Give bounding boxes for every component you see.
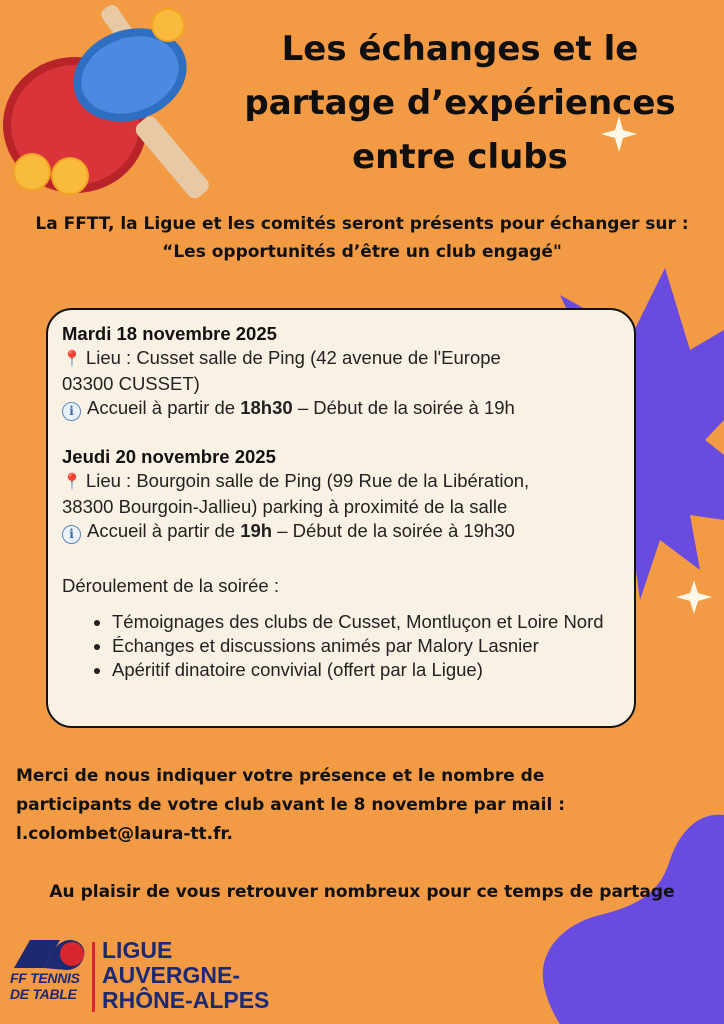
registration-notice bbox=[16, 762, 706, 849]
pin-icon: 📍 bbox=[62, 351, 82, 368]
title-line: partage d’expériences bbox=[244, 83, 676, 123]
pin-icon: 📍 bbox=[62, 474, 82, 491]
event-date: Mardi 18 novembre 2025 bbox=[62, 323, 277, 344]
welcome-prefix: Accueil à partir de bbox=[87, 397, 241, 418]
title-line: Les échanges et le bbox=[281, 29, 639, 69]
ping-pong-paddles-illustration bbox=[3, 3, 212, 202]
welcome-suffix: – Début de la soirée à 19h30 bbox=[272, 520, 515, 541]
contact-email[interactable]: l.colombet@laura-tt.fr. bbox=[16, 824, 233, 844]
logo-divider bbox=[92, 942, 95, 1012]
logo-line: DE TABLE bbox=[10, 986, 77, 1002]
program-item: • Apéritif dinatoire convivial (offert par la Ligue) bbox=[112, 658, 620, 682]
info-icon: i bbox=[62, 402, 81, 421]
welcome-time: 19h bbox=[240, 520, 273, 541]
welcome-prefix: Accueil à partir de bbox=[87, 520, 241, 541]
program-item: • Échanges et discussions animés par Malory Lasnier bbox=[112, 634, 620, 658]
info-icon: i bbox=[62, 525, 81, 544]
fftt-logo-icon bbox=[14, 940, 84, 970]
closing-message: Au plaisir de vous retrouver nombreux pour ce temps de partage bbox=[49, 882, 675, 902]
event-location bbox=[62, 346, 620, 372]
intro-quote: “Les opportunités d’être un club engagé" bbox=[162, 242, 562, 262]
ligue-logo-text bbox=[102, 938, 302, 1013]
event-welcome bbox=[62, 519, 620, 544]
notice-line: participants de votre club avant le 8 novembre par mail : bbox=[16, 795, 566, 815]
location-line: 38300 Bourgoin-Jallieu) parking à proximité de la salle bbox=[62, 496, 508, 517]
event-location bbox=[62, 469, 620, 495]
event-info-card bbox=[46, 308, 636, 728]
sparkle-icon bbox=[676, 580, 712, 614]
intro-text bbox=[0, 210, 724, 266]
logo-line: LIGUE bbox=[102, 937, 173, 963]
notice-line: Merci de nous indiquer votre présence et le nombre de bbox=[16, 766, 545, 786]
program-list bbox=[62, 610, 620, 682]
event-welcome bbox=[62, 396, 620, 421]
program-heading: Déroulement de la soirée : bbox=[62, 575, 279, 596]
intro-line: La FFTT, la Ligue et les comités seront présents pour échanger sur : bbox=[35, 214, 689, 234]
logo-line: RHÔNE-ALPES bbox=[102, 987, 270, 1013]
logo-line: FF TENNIS bbox=[10, 970, 80, 986]
program-item: • Témoignages des clubs de Cusset, Montluçon et Loire Nord bbox=[112, 610, 620, 634]
fftt-logo-text bbox=[10, 970, 90, 1002]
welcome-time: 18h30 bbox=[240, 397, 293, 418]
logo-line: AUVERGNE- bbox=[102, 962, 241, 988]
title-line: entre clubs bbox=[352, 137, 568, 177]
welcome-suffix: – Début de la soirée à 19h bbox=[292, 397, 515, 418]
spacer bbox=[62, 544, 620, 574]
location-line: 03300 CUSSET) bbox=[62, 373, 200, 394]
spacer bbox=[62, 421, 620, 445]
location-line: Lieu : Bourgoin salle de Ping (99 Rue de la Libération, bbox=[85, 470, 530, 491]
page-title bbox=[215, 22, 705, 184]
event-date: Jeudi 20 novembre 2025 bbox=[62, 446, 276, 467]
location-line: Lieu : Cusset salle de Ping (42 avenue de l'Europe bbox=[85, 347, 501, 368]
